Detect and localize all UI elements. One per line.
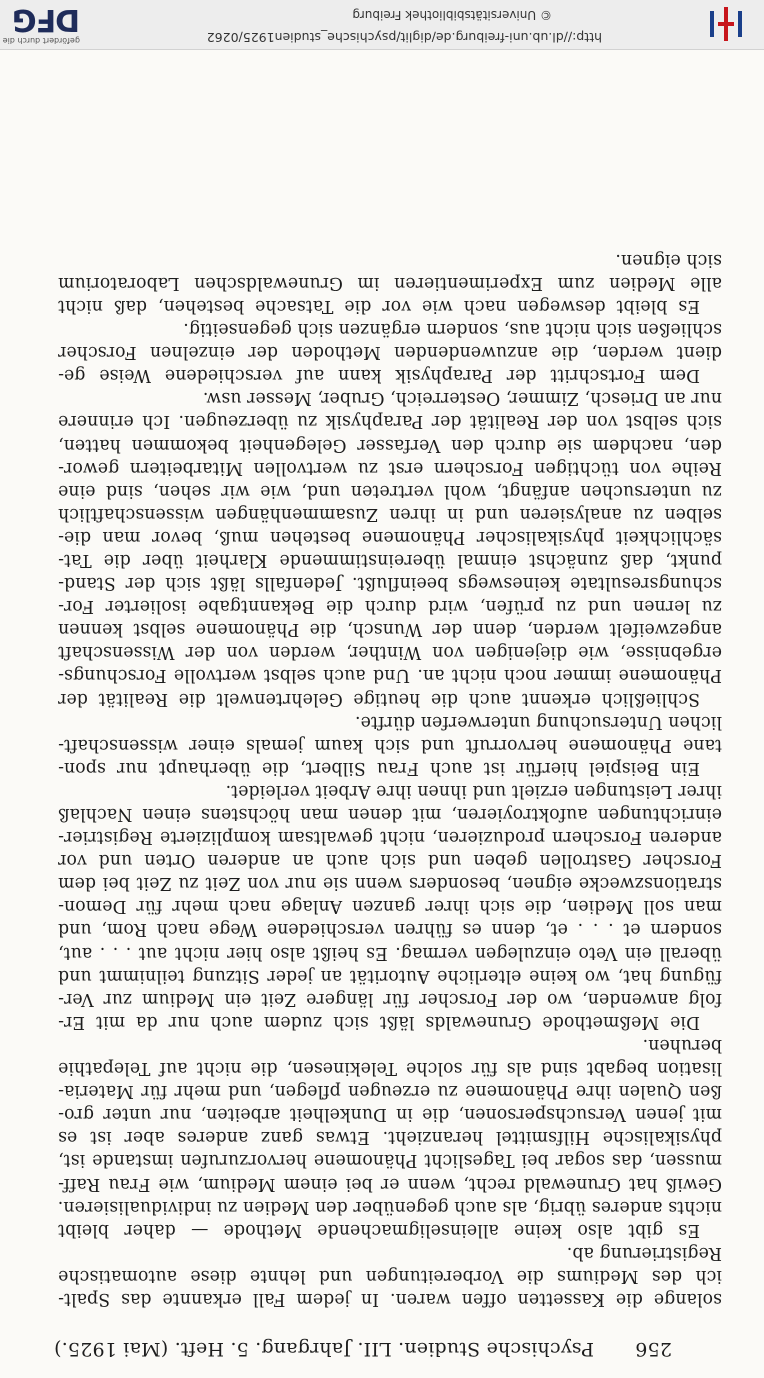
dfg-caption: gefördert durch die <box>2 36 80 45</box>
body-text <box>58 248 722 1310</box>
text-line: lisation begabt sind als für solche Telekinesen, die nicht auf Telepathie <box>58 1058 722 1079</box>
text-line: überall ein Veto einzulegen vermag. Es heißt also hier nicht aut . . . aut, <box>58 942 722 963</box>
text-line: ihrer Leistungen erzielt und ihnen ihre Arbeit verleidet. <box>225 780 722 801</box>
text-line: schungsresultate keineswegs beeinflußt. Jedenfalls läßt sich der Stand- <box>58 573 722 594</box>
text-line: Schließlich erkennt auch die heutige Gelehrtenwelt die Realität der <box>58 688 700 709</box>
book-page <box>0 50 764 1378</box>
text-line: anderen Forschern produzieren, nicht gewaltsam komplizierte Registrier- <box>58 827 722 848</box>
copyright-notice: © Universitätsbibliothek Freiburg <box>352 8 552 22</box>
text-line: solange die Kassetten offen waren. In jedem Fall erkannte das Spalt- <box>58 1289 722 1309</box>
text-line: angezweifelt werden, denn der Wunsch, die Phänomene selbst kennen <box>58 619 722 640</box>
text-line: Es gibt also keine alleinseligmachende Methode — daher bleibt <box>58 1219 700 1240</box>
text-line: nichts anderes übrig, als auch gegenüber den Medien zu individualisieren. <box>57 1196 722 1217</box>
text-line: zu lernen und zu prüfen, wird durch die Bekanntgabe isolierter For- <box>58 596 722 617</box>
page-number: 256 <box>635 1338 672 1360</box>
text-line: einrichtungen aufoktroyieren, mit denen man höchstens einen Nachlaß <box>58 804 722 825</box>
text-line: mussen, das sogar bei Tageslicht Phänomene hervorzurufen imstande ist, <box>58 1150 722 1171</box>
text-line: den, nachdem sie durch den Verfasser Gelegenheit bekommen hatten, <box>58 434 722 455</box>
digitization-footer <box>0 0 764 50</box>
text-line: sich eignen. <box>615 249 722 270</box>
text-line: Reihe von tüchtigen Forschern erst zu wertvollen Mitarbeitern gewor- <box>58 457 722 478</box>
text-line: zu untersuchen anfängt, wohl vertreten und, wie wir sehen, sind eine <box>58 480 722 501</box>
text-line: nur an Driesch, Zimmer, Oesterreich, Gruber, Messer usw. <box>202 388 722 409</box>
text-line: Die Meßmethode Grunewalds läßt sich zudem auch nur da mit Er- <box>58 1011 700 1032</box>
page-header <box>53 1330 672 1360</box>
text-line: man soll Medien, die sich ihrer ganzen Anlage nach mehr für Demon- <box>58 896 722 917</box>
permalink-url[interactable]: http://dl.ub.uni-freiburg.de/diglit/psychische_studien1925/0262 <box>206 30 602 45</box>
text-line: Gewiß hat Grunewald recht, wenn er bei einem Medium, wie Frau Raff- <box>58 1173 722 1194</box>
text-line: sich selbst von der Realität der Paraphysik zu überzeugen. Ich erinnere <box>58 411 722 432</box>
text-line: strationszwecke eignen, besonders wenn sie nur von Zeit zu Zeit bei dem <box>58 873 722 894</box>
running-title: Psychische Studien. LII. Jahrgang. 5. Heft. (Mai 1925.) <box>53 1338 594 1360</box>
text-line: Ein Beispiel hierfür ist auch Frau Silbert, die überhaupt nur spon- <box>58 757 700 778</box>
text-line: Es bleibt deswegen nach wie vor die Tatsache bestehen, daß nicht <box>58 295 700 316</box>
dfg-wordmark: DFG <box>12 2 80 37</box>
text-line: sächlichkeit physikalischer Phänomene bestehen muß, bevor man die- <box>58 526 722 547</box>
text-line: mit jenen Versuchspersonen, die in Dunkelheit arbeiten, nur unter gro- <box>58 1104 722 1125</box>
text-line: physikalische Hilfsmittel heranzieht. Etwas ganz anderes aber ist es <box>58 1127 722 1148</box>
university-library-logo-icon <box>706 7 746 41</box>
text-line: lichen Untersuchung unterwerfen dürfte. <box>354 711 722 732</box>
text-line: sondern et . . . et, denn es führen verschiedene Wege nach Rom, und <box>58 919 722 940</box>
text-line: punkt, daß zunächst einmal übereinstimmende Klarheit über die Tat- <box>58 550 722 570</box>
text-line: selben zu analysieren und in ihren Zusammenhängen wissenschaftlich <box>58 503 722 524</box>
text-line: Phänomene immer noch nicht an. Und auch selbst wertvolle Forschungs- <box>58 665 722 686</box>
text-line: dient werden, die anzuwendenden Methoden der einzelnen Forscher <box>58 342 722 363</box>
text-line: ßen Qualen ihre Phänomene zu erzeugen pflegen, und mehr für Materia- <box>58 1081 722 1102</box>
text-line: ergebnisse, wie diejenigen von Winther, werden von der Wissenschaft <box>58 642 722 663</box>
text-line: fügung hat, wo keine elterliche Autorität an jeder Sitzung teilnimmt und <box>58 965 722 986</box>
text-line: Forscher Gastrollen geben und sich auch an anderen Orten und vor <box>58 850 722 871</box>
text-line: Dem Fortschritt der Paraphysik kann auf verschiedene Weise ge- <box>58 365 700 386</box>
text-line: tane Phänomene hervorruft und sich kaum jemals einer wissenschaft- <box>58 734 722 755</box>
dfg-logo <box>4 1 80 45</box>
text-line: beruhen. <box>642 1034 722 1055</box>
text-line: Registrierung ab. <box>566 1242 722 1263</box>
text-line: alle Medien zum Experimentieren im Grunewaldschen Laboratorium <box>58 272 722 293</box>
text-line: schließen sich nicht aus, sondern ergänzen sich gegenseitig. <box>183 319 722 340</box>
text-line: ich des Mediums die Vorbereitungen und lehnte diese automatische <box>58 1265 722 1286</box>
text-line: folg anwenden, wo der Forscher für längere Zeit ein Medium zur Ver- <box>58 988 722 1009</box>
